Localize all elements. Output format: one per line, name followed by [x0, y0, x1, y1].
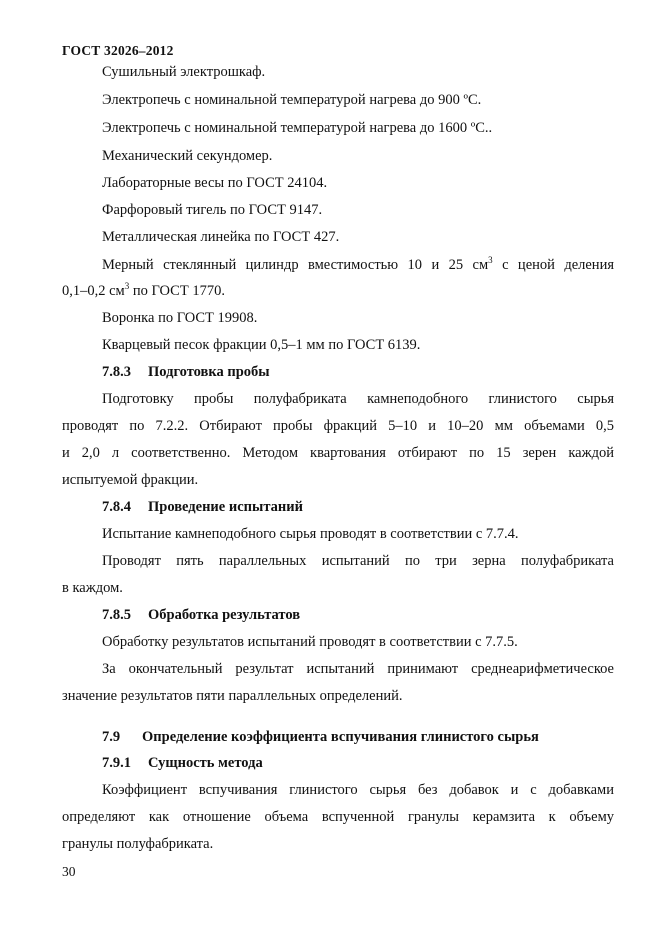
page-number: 30: [62, 864, 76, 879]
paragraph-line: Обработку результатов испытаний проводят в соответствии с 7.7.5.: [102, 634, 518, 650]
section-heading-7-9-1: 7.9.1 Сущность метода: [102, 755, 263, 771]
cylinder-line-2: 0,1–0,2 $см^3$ по ГОСТ 1770.: [62, 281, 225, 299]
equipment-item: Сушильный электрошкаф.: [102, 64, 266, 80]
equipment-item: Электропечь с номинальной температурой нагрева до 1600 ºС..: [102, 120, 493, 136]
equipment-item: Фарфоровый тигель по ГОСТ 9147.: [102, 202, 323, 218]
paragraph-line: определяют как отношение объема вспученной гранулы керамзита к объему: [62, 809, 614, 825]
equipment-item: Кварцевый песок фракции 0,5–1 мм по ГОСТ 6139.: [102, 337, 421, 353]
paragraph-line: значение результатов пяти параллельных определений.: [62, 688, 403, 704]
section-heading-7-8-4: 7.8.4 Проведение испытаний: [102, 499, 303, 515]
paragraph-line: в каждом.: [62, 580, 123, 596]
document-header: ГОСТ 32026–2012: [62, 43, 174, 58]
paragraph-line: За окончательный результат испытаний принимают среднеарифметическое: [102, 661, 614, 677]
section-heading-7-9: 7.9 Определение коэффициента вспучивания глинистого сырья: [102, 729, 539, 745]
paragraph-line: испытуемой фракции.: [62, 472, 199, 488]
cylinder-line-1: Мерный стеклянный цилиндр вместимостью 10 и 25 $см^3$ с ценой деления: [102, 255, 614, 273]
equipment-item: Механический секундомер.: [102, 148, 273, 164]
section-heading-7-8-5: 7.8.5 Обработка результатов: [102, 607, 301, 623]
paragraph-line: Испытание камнеподобного сырья проводят в соответствии с 7.7.4.: [102, 526, 519, 542]
equipment-item: Воронка по ГОСТ 19908.: [102, 310, 258, 326]
equipment-item: Электропечь с номинальной температурой нагрева до 900 ºС.: [102, 92, 482, 108]
paragraph-line: проводят по 7.2.2. Отбирают пробы фракций 5–10 и 10–20 мм объемами 0,5: [62, 418, 614, 434]
equipment-item: Металлическая линейка по ГОСТ 427.: [102, 229, 340, 245]
paragraph-line: и 2,0 л соответственно. Методом квартования отбирают по 15 зерен каждой: [62, 445, 614, 461]
paragraph-line: гранулы полуфабриката.: [62, 836, 214, 852]
paragraph-line: Подготовку пробы полуфабриката камнеподобного глинистого сырья: [102, 391, 614, 407]
section-heading-7-8-3: 7.8.3 Подготовка пробы: [102, 364, 270, 380]
paragraph-line: Проводят пять параллельных испытаний по три зерна полуфабриката: [102, 553, 614, 569]
paragraph-line: Коэффициент вспучивания глинистого сырья без добавок и с добавками: [102, 782, 614, 798]
equipment-item: Лабораторные весы по ГОСТ 24104.: [102, 175, 328, 191]
